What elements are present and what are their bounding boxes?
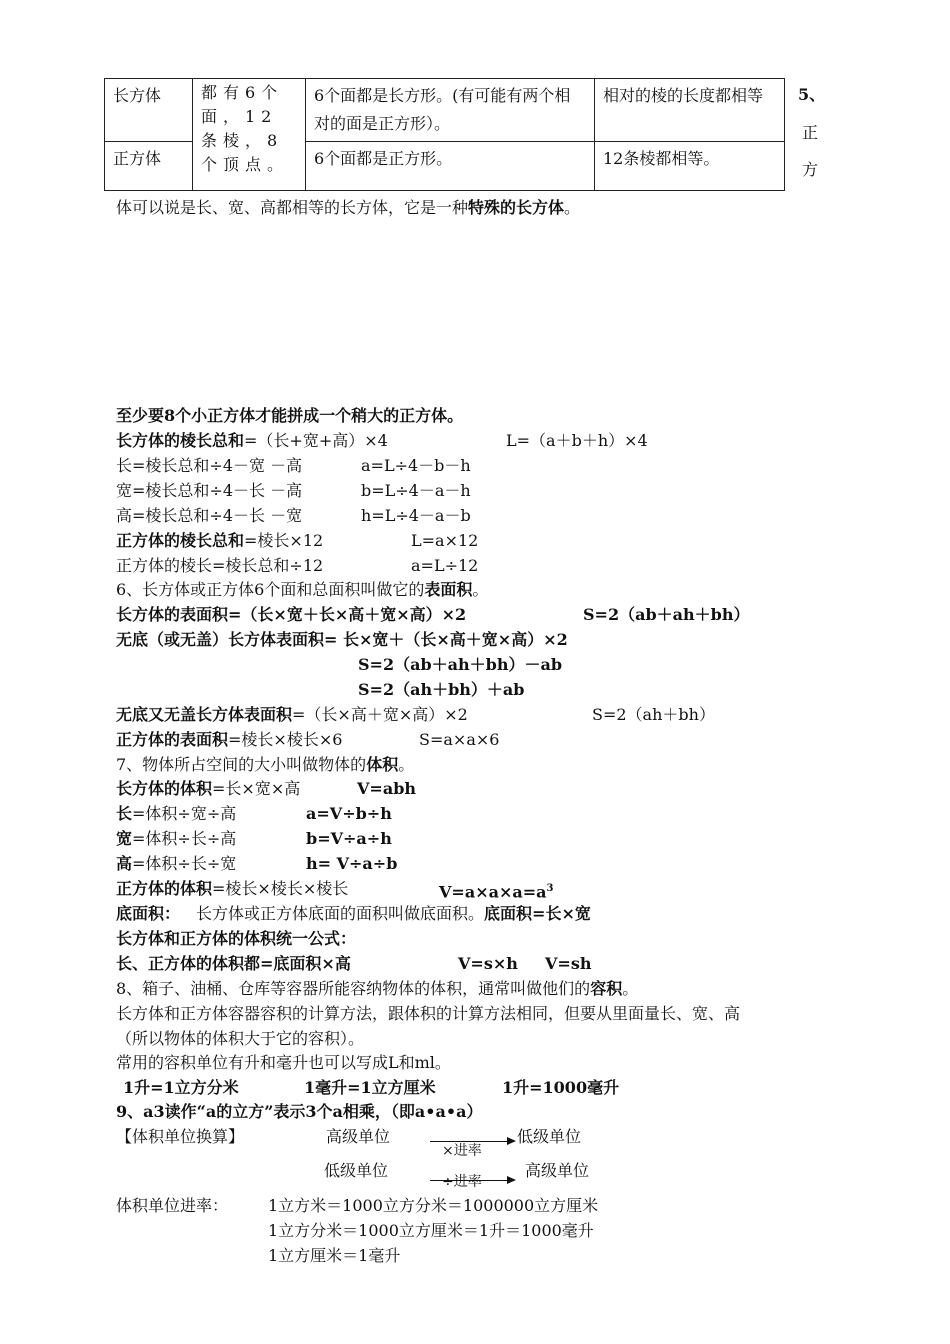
conversion-to: 高级单位: [525, 1161, 590, 1180]
line-20: [116, 877, 348, 901]
table-cell-name: 长方体: [105, 79, 193, 142]
formula: [439, 877, 553, 904]
unit-fact: 1升=1000毫升: [502, 1078, 620, 1097]
text: =体积÷长÷高: [132, 829, 237, 848]
term: 长方体的棱长总和: [116, 431, 245, 450]
term: 正方体的棱长总和: [116, 531, 245, 550]
term: 底面积：: [116, 904, 181, 923]
term: 体积: [366, 755, 399, 774]
line-22: 长方体和正方体的体积统一公式：: [116, 929, 357, 948]
formula: b=L÷4－a－h: [361, 481, 471, 500]
text: =（长+宽+高）×4: [244, 431, 388, 450]
properties-table: [104, 78, 785, 191]
table-cell-faces: 6个面都是长方形。(有可能有两个相对的面是正方形）。: [306, 79, 595, 142]
formula: a=V÷b÷h: [306, 804, 392, 823]
line-10: 无底（或无盖）长方体表面积= 长×宽＋（长×高＋宽×高）×2: [116, 630, 568, 649]
line-29: 9、a3读作“a的立方”表示3个a相乘，（即a•a•a）: [116, 1102, 483, 1121]
bold-text: 特殊的长方体: [468, 198, 565, 217]
term: 长方体的体积: [116, 779, 213, 798]
line-26: （所以物体的体积大于它的容积）。: [116, 1029, 365, 1048]
side-text-char: 正: [801, 123, 818, 142]
line-4: 宽=棱长总和÷4－长 －高: [116, 481, 303, 500]
side-text-char: 方: [801, 160, 818, 179]
table-cell-common: 都有6个面，12条棱，8个顶点。: [193, 79, 306, 191]
formula: L=a×12: [411, 531, 479, 550]
formula: V=s×h: [458, 954, 518, 973]
term: 底面积=长×宽: [484, 904, 591, 923]
rates-label: 体积单位进率：: [116, 1196, 229, 1215]
line-13: [116, 703, 468, 727]
term: 长: [116, 804, 133, 823]
term: 正方体的体积: [116, 879, 213, 898]
superscript: 3: [546, 883, 554, 894]
formula: S=a×a×6: [419, 730, 500, 749]
line-16: [116, 777, 300, 801]
cube-definition: [116, 196, 580, 220]
text: =棱长×棱长×棱长: [212, 879, 349, 898]
table-cell-edges: 12条棱都相等。: [595, 142, 785, 191]
unit-fact: 1毫升=1立方厘米: [304, 1078, 436, 1097]
term: 无底又无盖长方体表面积: [116, 705, 293, 724]
text: =（长×高＋宽×高）×2: [292, 705, 468, 724]
line-14: [116, 728, 342, 752]
line-8: [116, 578, 488, 602]
line-25: 长方体和正方体容器容积的计算方法，跟体积的计算方法相同，但要从里面量长、宽、高: [116, 1004, 741, 1023]
term: 宽: [116, 829, 133, 848]
table-cell-faces: 6个面都是正方形。: [306, 142, 595, 191]
text: 长方体或正方体底面的面积叫做底面积。: [196, 904, 485, 923]
term: 表面积: [424, 580, 473, 599]
line-23: 长、正方体的体积都=底面积×高: [116, 954, 351, 973]
conversion-to: 低级单位: [517, 1127, 582, 1146]
text: 体可以说是长、宽、高都相等的长方体，它是一种: [116, 198, 469, 217]
text: 6、长方体或正方体6个面和总面积叫做它的: [116, 580, 425, 599]
line-2: [116, 429, 388, 453]
conversion-from: 低级单位: [324, 1161, 389, 1180]
formula: h=L÷4－a－b: [361, 506, 471, 525]
formula: L=（a＋b＋h）×4: [506, 431, 648, 450]
formula: V=abh: [357, 779, 417, 798]
table-cell-edges: 相对的棱的长度都相等: [595, 79, 785, 142]
line-17: [116, 802, 236, 826]
text: 。: [622, 979, 639, 998]
text: =体积÷长÷宽: [132, 854, 237, 873]
term: 正方体的表面积: [116, 730, 229, 749]
formula: a=L÷12: [411, 556, 479, 575]
rate-line: 1立方分米＝1000立方厘米＝1升＝1000毫升: [268, 1221, 594, 1240]
line-24: [116, 977, 638, 1001]
formula: S=2（ab＋ah＋bh）－ab: [358, 655, 563, 674]
formula: S=2（ah＋bh）＋ab: [358, 680, 525, 699]
unit-fact: 1升=1立方分米: [123, 1078, 239, 1097]
line-15: [116, 753, 414, 777]
line-27: 常用的容积单位有升和毫升也可以写成L和ml。: [116, 1053, 451, 1072]
formula: b=V÷a÷h: [306, 829, 392, 848]
rate-line: 1立方厘米＝1毫升: [268, 1246, 401, 1265]
rate-line: 1立方米＝1000立方分米＝1000000立方厘米: [268, 1196, 599, 1215]
line-9: 长方体的表面积=（长×宽＋长×高＋宽×高）×2: [116, 605, 467, 624]
line-5: 高=棱长总和÷4－长 －宽: [116, 506, 303, 525]
table-cell-name: 正方体: [105, 142, 193, 191]
conversion-title: 【体积单位换算】: [116, 1127, 245, 1146]
formula: S=2（ah＋bh）: [592, 705, 715, 724]
text: =体积÷宽÷高: [132, 804, 237, 823]
conversion-op: ÷进率: [442, 1174, 482, 1190]
line-19: [116, 852, 236, 876]
text: 7、物体所占空间的大小叫做物体的: [116, 755, 367, 774]
term: 容积: [590, 979, 623, 998]
line-21: [116, 902, 591, 926]
formula: h= V÷a÷b: [306, 854, 398, 873]
text: 8、箱子、油桶、仓库等容器所能容纳物体的体积，通常叫做他们的: [116, 979, 591, 998]
formula: V=sh: [545, 954, 592, 973]
line-6: [116, 529, 323, 553]
text: 。: [472, 580, 489, 599]
line-1: 至少要8个小正方体才能拼成一个稍大的正方体。: [116, 406, 464, 425]
line-3: 长=棱长总和÷4－宽 －高: [116, 456, 303, 475]
conversion-from: 高级单位: [326, 1127, 391, 1146]
text: =棱长×12: [244, 531, 324, 550]
formula: a=L÷4－b－h: [361, 456, 471, 475]
text: 。: [564, 198, 581, 217]
text: 。: [398, 755, 415, 774]
text: V=a×a×a=a: [439, 882, 547, 902]
side-text-number: 5、: [798, 85, 826, 104]
line-18: [116, 827, 236, 851]
table-row: [105, 79, 785, 142]
conversion-op: ×进率: [442, 1143, 482, 1159]
text: =长×宽×高: [212, 779, 301, 798]
text: =棱长×棱长×6: [228, 730, 343, 749]
formula: S=2（ab＋ah＋bh）: [583, 605, 750, 624]
term: 高: [116, 854, 133, 873]
line-7: 正方体的棱长=棱长总和÷12: [116, 556, 324, 575]
